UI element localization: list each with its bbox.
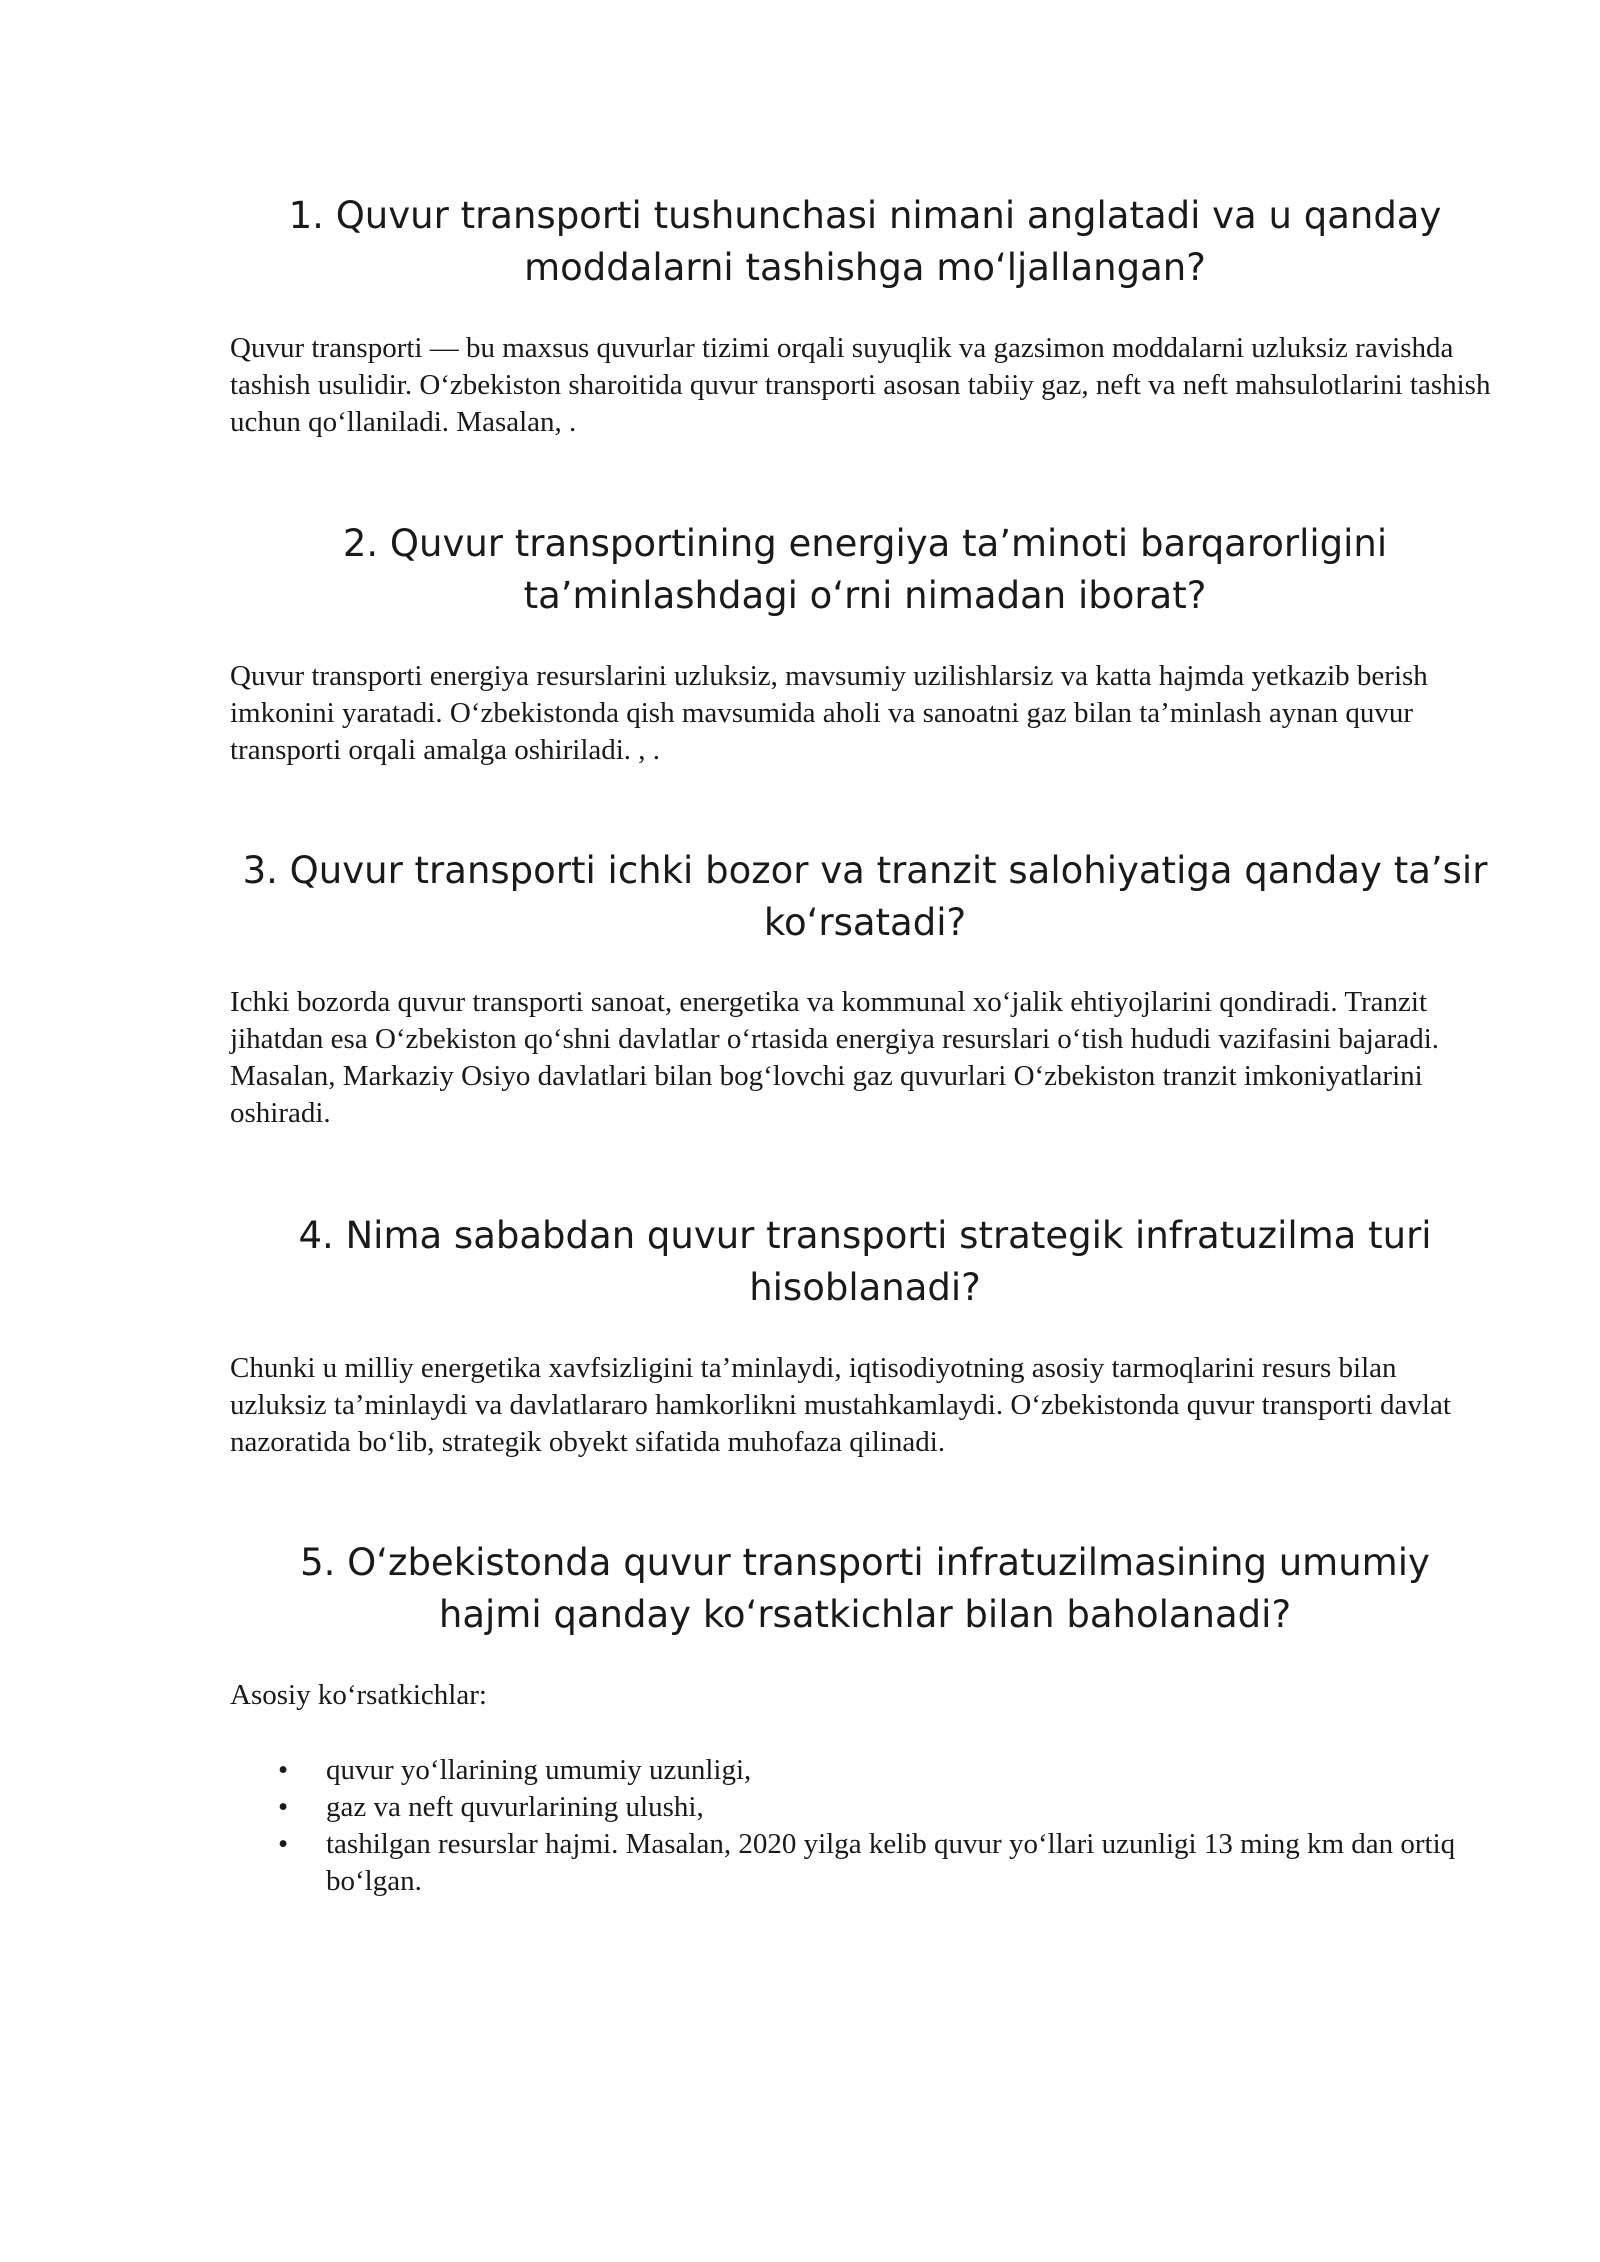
section-paragraph: Asosiy koʻrsatkichlar: <box>230 1679 487 1711</box>
section-5-body <box>230 1677 1500 1714</box>
heading-line: 1. Quvur transporti tushunchasi nimani anglatadi va u qanday <box>288 194 1442 237</box>
bullet-icon: • <box>278 1791 289 1823</box>
section-3-body <box>230 984 1500 1132</box>
heading-line: moddalarni tashishga moʻljallangan? <box>524 246 1206 289</box>
bullet-list <box>230 1752 1500 1900</box>
section-paragraph: Quvur transporti energiya resurslarini uzluksiz, mavsumiy uzilishlarsiz va katta hajmda yetkazib berish imkonini yaratadi. Oʻzbekistonda qish mavsumida aholi va sanoatni gaz bilan taʼminlash aynan quvur transporti orqali amalga oshiriladi. , . <box>230 660 1428 766</box>
section-paragraph: Quvur transporti — bu maxsus quvurlar tizimi orqali suyuqlik va gazsimon moddalarni uzluksiz ravishda tashish usulidir. Oʻzbekiston sharoitida quvur transporti asosan tabiiy gaz, neft va neft mahsulotlarini tashish uchun qoʻllaniladi. Masalan, . <box>230 332 1491 438</box>
list-item <box>230 1789 1500 1826</box>
heading-line: hajmi qanday koʻrsatkichlar bilan baholanadi? <box>438 1593 1292 1636</box>
heading-line: koʻrsatadi? <box>763 901 967 944</box>
section-heading <box>230 190 1500 294</box>
list-item-text: gaz va neft quvurlarining ulushi, <box>326 1791 704 1823</box>
section-5 <box>230 1537 1500 1641</box>
section-1-body <box>230 330 1500 441</box>
heading-line: hisoblanadi? <box>749 1266 981 1309</box>
heading-line: 3. Quvur transporti ichki bozor va tranzit salohiyatiga qanday taʼsir <box>242 849 1488 892</box>
section-5-list <box>230 1752 1500 1900</box>
section-4 <box>230 1210 1500 1314</box>
bullet-icon: • <box>278 1754 289 1786</box>
section-paragraph: Chunki u milliy energetika xavfsizligini taʼminlaydi, iqtisodiyotning asosiy tarmoqlarini resurs bilan uzluksiz taʼminlaydi va davlatlararo hamkorlikni mustahkamlaydi. Oʻzbekistonda quvur transporti davlat nazoratida boʻlib, strategik obyekt sifatida muhofaza qilinadi. <box>230 1352 1451 1458</box>
heading-line: 5. Oʻzbekistonda quvur transporti infratuzilmasining umumiy <box>300 1541 1430 1584</box>
section-heading <box>230 845 1500 949</box>
section-heading <box>230 1210 1500 1314</box>
section-2-body <box>230 658 1500 769</box>
heading-line: 2. Quvur transportining energiya taʼminoti barqarorligini <box>342 522 1388 565</box>
list-item <box>230 1752 1500 1789</box>
section-4-body <box>230 1350 1500 1461</box>
section-heading <box>230 1537 1500 1641</box>
list-item-text: tashilgan resurslar hajmi. Masalan, 2020 yilga kelib quvur yoʻllari uzunligi 13 ming km dan ortiq boʻlgan. <box>326 1828 1456 1897</box>
section-3 <box>230 845 1500 949</box>
section-1 <box>230 190 1500 294</box>
heading-line: 4. Nima sababdan quvur transporti strategik infratuzilma turi <box>298 1214 1432 1257</box>
section-heading <box>230 518 1500 622</box>
section-2 <box>230 518 1500 622</box>
list-item-text: quvur yoʻllarining umumiy uzunligi, <box>326 1754 752 1786</box>
bullet-icon: • <box>278 1828 289 1860</box>
list-item <box>230 1826 1500 1900</box>
section-paragraph: Ichki bozorda quvur transporti sanoat, energetika va kommunal xoʻjalik ehtiyojlarini qondiradi. Tranzit jihatdan esa Oʻzbekiston qoʻshni davlatlar oʻrtasida energiya resurslari oʻtish hududi vazifasini bajaradi. Masalan, Markaziy Osiyo davlatlari bilan bogʻlovchi gaz quvurlari Oʻzbekiston tranzit imkoniyatlarini oshiradi. <box>230 986 1440 1129</box>
heading-line: taʼminlashdagi oʻrni nimadan iborat? <box>523 574 1207 617</box>
